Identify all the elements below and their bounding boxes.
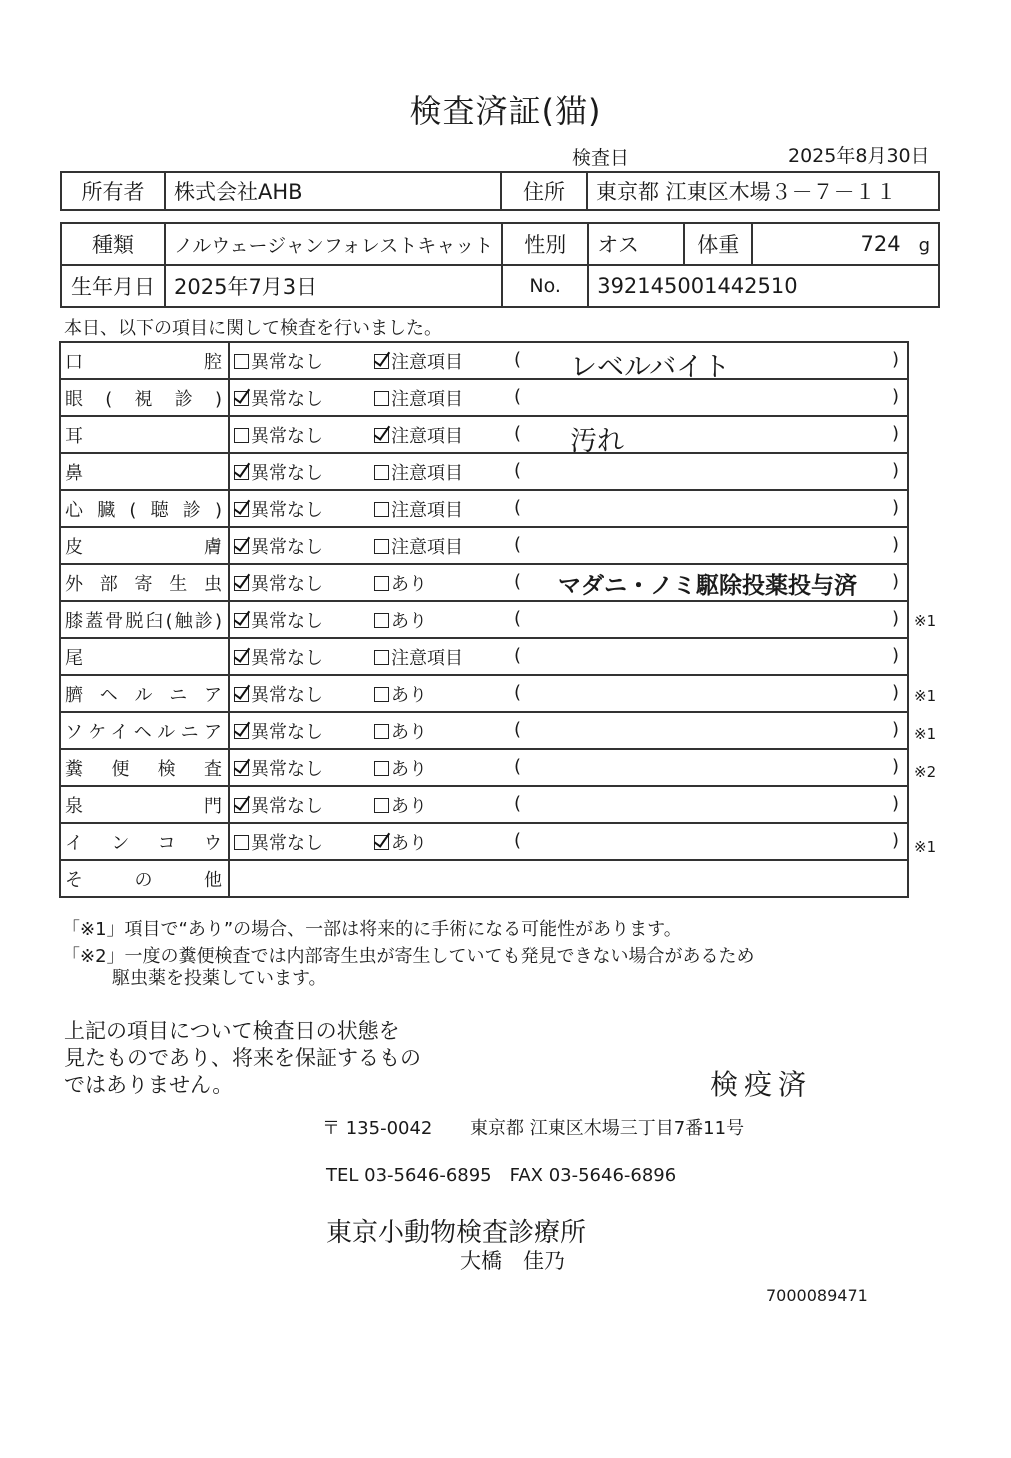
paren-close: ) bbox=[891, 386, 899, 407]
option-normal[interactable] bbox=[229, 638, 370, 675]
option-normal[interactable] bbox=[229, 749, 370, 786]
option-normal-label: 異常なし bbox=[251, 425, 323, 447]
option-normal-label: 異常なし bbox=[251, 795, 323, 817]
paren-close: ) bbox=[891, 571, 899, 592]
inspection-row bbox=[60, 823, 908, 860]
owner-label: 所有者 bbox=[61, 172, 165, 210]
paren-open: ( bbox=[514, 719, 522, 740]
paren-close: ) bbox=[891, 682, 899, 703]
paren-close: ) bbox=[891, 608, 899, 629]
option-attention[interactable] bbox=[370, 416, 510, 453]
inspection-row bbox=[60, 342, 908, 379]
memo-cell bbox=[510, 601, 908, 638]
inspection-row bbox=[60, 712, 908, 749]
paren-open: ( bbox=[514, 793, 522, 814]
memo-cell bbox=[510, 564, 908, 601]
option-normal-label: 異常なし bbox=[251, 721, 323, 743]
option-normal-label: 異常なし bbox=[251, 351, 323, 373]
paren-open: ( bbox=[514, 423, 522, 444]
option-attention-label: 注意項目 bbox=[391, 536, 463, 558]
closing-statement bbox=[64, 1018, 421, 1099]
note-mark: ※2 bbox=[914, 762, 937, 781]
option-normal[interactable] bbox=[229, 416, 370, 453]
checkbox-icon[interactable] bbox=[234, 724, 249, 739]
option-attention-label: 注意項目 bbox=[391, 351, 463, 373]
option-normal[interactable] bbox=[229, 379, 370, 416]
item-label: 心臓(聴診) bbox=[60, 490, 229, 527]
page-title: 検査済証(猫) bbox=[409, 92, 602, 130]
checkbox-icon[interactable] bbox=[234, 761, 249, 776]
option-attention[interactable] bbox=[370, 638, 510, 675]
paren-open: ( bbox=[514, 386, 522, 407]
checkbox-icon[interactable] bbox=[374, 465, 389, 480]
option-attention[interactable] bbox=[370, 712, 510, 749]
clinic-address: 東京都 江東区木場三丁目7番11号 bbox=[470, 1118, 745, 1139]
item-label: 尾 bbox=[60, 638, 229, 675]
option-normal-label: 異常なし bbox=[251, 684, 323, 706]
memo-cell bbox=[510, 749, 908, 786]
option-attention-label: あり bbox=[391, 832, 427, 854]
footnote-2-line2: 駆虫薬を投薬しています。 bbox=[112, 968, 327, 989]
checkbox-icon[interactable] bbox=[234, 650, 249, 665]
item-label: 外部寄生虫 bbox=[60, 564, 229, 601]
item-label: 鼻 bbox=[60, 453, 229, 490]
checkbox-icon[interactable] bbox=[234, 687, 249, 702]
item-label: 耳 bbox=[60, 416, 229, 453]
inspection-row bbox=[60, 379, 908, 416]
option-attention[interactable] bbox=[370, 675, 510, 712]
inspection-row bbox=[60, 527, 908, 564]
paren-open: ( bbox=[514, 608, 522, 629]
item-label: 泉門 bbox=[60, 786, 229, 823]
number-label: No. bbox=[502, 265, 588, 307]
item-label: ソケイヘルニア bbox=[60, 712, 229, 749]
memo-cell bbox=[510, 638, 908, 675]
checkbox-icon[interactable] bbox=[234, 465, 249, 480]
inspection-date-label: 検査日 bbox=[572, 147, 630, 169]
inspection-date-value: 2025年8月30日 bbox=[788, 145, 930, 167]
weight-value: 724 bbox=[860, 232, 901, 256]
item-label: 臍ヘルニア bbox=[60, 675, 229, 712]
option-normal[interactable] bbox=[229, 453, 370, 490]
option-attention-label: 注意項目 bbox=[391, 462, 463, 484]
intro-text: 本日、以下の項目に関して検査を行いました。 bbox=[64, 318, 442, 339]
option-attention-label: あり bbox=[391, 684, 427, 706]
paren-close: ) bbox=[891, 719, 899, 740]
memo-cell bbox=[510, 712, 908, 749]
option-normal-label: 異常なし bbox=[251, 832, 323, 854]
item-label: 糞便検査 bbox=[60, 749, 229, 786]
memo-cell bbox=[510, 342, 908, 383]
paren-close: ) bbox=[891, 534, 899, 555]
other-value bbox=[229, 860, 908, 897]
option-normal-label: 異常なし bbox=[251, 758, 323, 780]
paren-open: ( bbox=[514, 830, 522, 851]
note-mark: ※1 bbox=[914, 612, 937, 631]
option-attention-label: あり bbox=[391, 573, 427, 595]
paren-close: ) bbox=[891, 349, 899, 370]
checkbox-icon[interactable] bbox=[234, 354, 249, 369]
footnote-1: 「※1」項目で“あり”の場合、一部は将来的に手術になる可能性があります。 bbox=[62, 919, 682, 940]
paren-close: ) bbox=[891, 645, 899, 666]
item-label: 膝蓋骨脱臼(触診) bbox=[60, 601, 229, 638]
option-normal[interactable] bbox=[229, 342, 370, 379]
memo-text: レベルバイト bbox=[570, 352, 731, 383]
checkbox-icon[interactable] bbox=[234, 835, 249, 850]
checkbox-icon[interactable] bbox=[374, 576, 389, 591]
owner-value: 株式会社AHB bbox=[165, 172, 501, 210]
option-attention-label: あり bbox=[391, 795, 427, 817]
paren-close: ) bbox=[891, 793, 899, 814]
note-mark: ※1 bbox=[914, 837, 937, 856]
memo-cell bbox=[510, 490, 908, 527]
animal-table bbox=[60, 222, 940, 308]
item-label: 口腔 bbox=[60, 342, 229, 379]
inspection-row bbox=[60, 675, 908, 712]
memo-cell bbox=[510, 527, 908, 564]
paren-close: ) bbox=[891, 830, 899, 851]
memo-text: 汚れ bbox=[570, 426, 624, 457]
inspection-grid bbox=[59, 341, 909, 898]
option-attention[interactable] bbox=[370, 379, 510, 416]
closing-line-2: 見たものであり、将来を保証するもの bbox=[64, 1046, 421, 1070]
document-number: 7000089471 bbox=[766, 1286, 868, 1305]
checkbox-icon[interactable] bbox=[234, 576, 249, 591]
option-attention[interactable] bbox=[370, 601, 510, 638]
weight-cell bbox=[752, 223, 939, 265]
memo-cell bbox=[510, 453, 908, 490]
closing-line-1: 上記の項目について検査日の状態を bbox=[64, 1019, 400, 1043]
checkbox-icon[interactable] bbox=[374, 835, 389, 850]
weight-label: 体重 bbox=[684, 223, 752, 265]
paren-close: ) bbox=[891, 756, 899, 777]
checkbox-icon[interactable] bbox=[374, 724, 389, 739]
option-normal[interactable] bbox=[229, 527, 370, 564]
inspection-row bbox=[60, 490, 908, 527]
option-normal-label: 異常なし bbox=[251, 536, 323, 558]
paren-close: ) bbox=[891, 497, 899, 518]
number-value: 392145001442510 bbox=[588, 265, 939, 307]
paren-open: ( bbox=[514, 682, 522, 703]
option-normal[interactable] bbox=[229, 490, 370, 527]
paren-close: ) bbox=[891, 423, 899, 444]
birth-value: 2025年7月3日 bbox=[165, 265, 502, 307]
item-label: インコウ bbox=[60, 823, 229, 860]
checkbox-icon[interactable] bbox=[234, 502, 249, 517]
memo-cell bbox=[510, 823, 908, 860]
checkbox-icon[interactable] bbox=[374, 354, 389, 369]
checkbox-icon[interactable] bbox=[374, 761, 389, 776]
owner-table bbox=[60, 171, 940, 211]
checkbox-icon[interactable] bbox=[234, 539, 249, 554]
inspection-row bbox=[60, 416, 908, 453]
quarantine-stamp: 検疫済 bbox=[710, 1068, 813, 1101]
paren-open: ( bbox=[514, 497, 522, 518]
option-attention[interactable] bbox=[370, 564, 510, 601]
option-attention[interactable] bbox=[370, 786, 510, 823]
weight-unit: g bbox=[918, 235, 930, 256]
memo-cell bbox=[510, 675, 908, 712]
memo-cell bbox=[510, 416, 908, 457]
option-attention[interactable] bbox=[370, 749, 510, 786]
option-normal-label: 異常なし bbox=[251, 388, 323, 410]
option-normal-label: 異常なし bbox=[251, 610, 323, 632]
option-attention-label: 注意項目 bbox=[391, 425, 463, 447]
inspection-row bbox=[60, 564, 908, 601]
option-attention-label: 注意項目 bbox=[391, 388, 463, 410]
option-attention[interactable] bbox=[370, 823, 510, 860]
memo-cell bbox=[510, 786, 908, 823]
checkbox-icon[interactable] bbox=[234, 391, 249, 406]
checkbox-icon[interactable] bbox=[374, 539, 389, 554]
birth-label: 生年月日 bbox=[61, 265, 165, 307]
option-normal-label: 異常なし bbox=[251, 573, 323, 595]
address-value: 東京都 江東区木場３－７－１１ bbox=[587, 172, 939, 210]
note-mark: ※1 bbox=[914, 687, 937, 706]
inspection-row bbox=[60, 601, 908, 638]
option-attention[interactable] bbox=[370, 490, 510, 527]
inspection-row bbox=[60, 453, 908, 490]
checkbox-icon[interactable] bbox=[374, 428, 389, 443]
checkbox-icon[interactable] bbox=[374, 687, 389, 702]
other-row bbox=[60, 860, 908, 897]
option-attention[interactable] bbox=[370, 453, 510, 490]
breed-value: ノルウェージャンフォレストキャット bbox=[165, 223, 502, 265]
option-attention[interactable] bbox=[370, 342, 510, 379]
tel-fax: TEL 03-5646-6895 FAX 03-5646-6896 bbox=[326, 1165, 677, 1186]
address-label: 住所 bbox=[501, 172, 587, 210]
checkbox-icon[interactable] bbox=[374, 613, 389, 628]
paren-open: ( bbox=[514, 756, 522, 777]
option-attention-label: あり bbox=[391, 610, 427, 632]
checkbox-icon[interactable] bbox=[374, 798, 389, 813]
checkbox-icon[interactable] bbox=[374, 391, 389, 406]
paren-open: ( bbox=[514, 571, 522, 592]
option-normal[interactable] bbox=[229, 675, 370, 712]
vet-name: 大橋 佳乃 bbox=[460, 1249, 565, 1273]
checkbox-icon[interactable] bbox=[234, 428, 249, 443]
option-attention-label: あり bbox=[391, 758, 427, 780]
option-attention-label: 注意項目 bbox=[391, 647, 463, 669]
option-normal[interactable] bbox=[229, 564, 370, 601]
footnote-2-line1: 「※2」一度の糞便検査では内部寄生虫が寄生していても発見できない場合があるため bbox=[62, 946, 755, 967]
memo-cell bbox=[510, 379, 908, 416]
item-label: 眼(視診) bbox=[60, 379, 229, 416]
clinic-name: 東京小動物検査診療所 bbox=[326, 1218, 587, 1248]
option-normal-label: 異常なし bbox=[251, 499, 323, 521]
option-normal-label: 異常なし bbox=[251, 462, 323, 484]
option-attention-label: 注意項目 bbox=[391, 499, 463, 521]
other-label: その他 bbox=[60, 860, 229, 897]
breed-label: 種類 bbox=[61, 223, 165, 265]
closing-line-3: ではありません。 bbox=[64, 1073, 234, 1097]
option-normal[interactable] bbox=[229, 786, 370, 823]
paren-close: ) bbox=[891, 460, 899, 481]
option-attention-label: あり bbox=[391, 721, 427, 743]
option-normal[interactable] bbox=[229, 712, 370, 749]
option-normal-label: 異常なし bbox=[251, 647, 323, 669]
sex-label: 性別 bbox=[502, 223, 588, 265]
inspection-row bbox=[60, 749, 908, 786]
option-attention[interactable] bbox=[370, 527, 510, 564]
checkbox-icon[interactable] bbox=[234, 798, 249, 813]
checkbox-icon[interactable] bbox=[374, 650, 389, 665]
paren-open: ( bbox=[514, 349, 522, 370]
paren-open: ( bbox=[514, 645, 522, 666]
option-normal[interactable] bbox=[229, 601, 370, 638]
paren-open: ( bbox=[514, 534, 522, 555]
postal-code: 〒 135-0042 bbox=[322, 1118, 433, 1139]
item-label: 皮膚 bbox=[60, 527, 229, 564]
checkbox-icon[interactable] bbox=[234, 613, 249, 628]
inspection-row bbox=[60, 786, 908, 823]
sex-value: オス bbox=[588, 223, 684, 265]
memo-text: マダニ・ノミ駆除投薬投与済 bbox=[558, 573, 857, 599]
inspection-row bbox=[60, 638, 908, 675]
note-mark: ※1 bbox=[914, 725, 937, 743]
paren-open: ( bbox=[514, 460, 522, 481]
checkbox-icon[interactable] bbox=[374, 502, 389, 517]
option-normal[interactable] bbox=[229, 823, 370, 860]
